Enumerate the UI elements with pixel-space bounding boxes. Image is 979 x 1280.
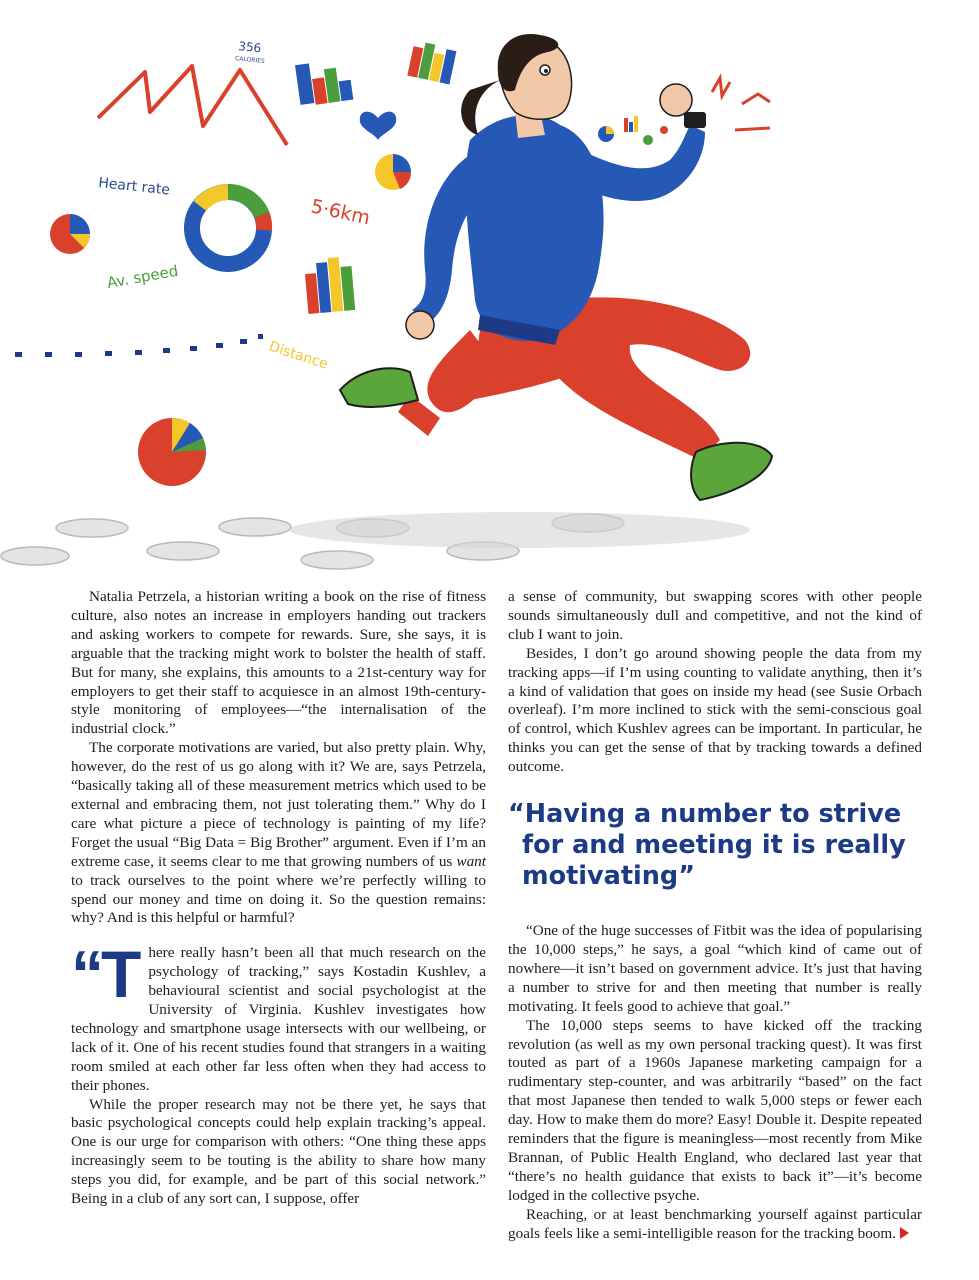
end-of-page-arrow-icon [900,1227,909,1239]
bar-chart-icon-3 [304,256,356,314]
paragraph: Natalia Petrzela, a historian writing a book on the rise of fitness culture, also notes an increase in employers handing out trackers and asking workers to compete for rewards. Sure, she says, it is arguable that the tracking might work to bolster the health of staff. But for many, she explains, this amounts to a 21st-century way for employers to get their staff to acquiesce in an almost 19th-century-style monitoring of employees—“the internalisation of the industrial clock.” [71,588,486,738]
heart-rate-label: Heart rate [97,175,171,199]
pie-icon-left [50,214,90,254]
runner-shadow [290,512,750,548]
bar-chart-icon-2 [407,40,457,84]
calories-unit: CALORIES [234,55,266,66]
paragraph: The corporate motivations are varied, but also pretty plain. Why, however, do the rest of us go along with it? We are, says Petrzela, “basically taking all of these measurement metrics which used to be external and embracing them, not just tolerating them.” Why do I care what picture a piece of technology is painting of my life? Forget the usual “Big Data = Big Brother” argument. Even if I’m an extreme case, it seems clear to me that growing numbers of us want to track ourselves to the point where we’re perfectly willing to spend our money and time on doing it. So the question remains: why? And is this helpful or harmful? [71,739,486,927]
article-right-column [508,588,922,1243]
calories-number: 356 [237,39,262,56]
bar-chart-icon-1 [295,58,353,107]
distance-dotted-line [15,334,263,357]
paragraph: a sense of community, but swapping scores with other people sounds simultaneously dull and competitive, and not the kind of club I want to join. [508,588,922,643]
distance-value-label: 5·6km [308,195,372,230]
floating-mini-charts [598,116,668,145]
avg-speed-label: Av. speed [105,261,180,292]
heart-icon [360,112,396,140]
paragraph: “One of the huge successes of Fitbit was the idea of popularising the 10,000 steps,” he says, a goal “which kind of came out of nowhere—it isn’t based on government advice. It’s just that having a number to strive for and then meeting that number is really motivating. It feels good to achieve that goal.” [508,922,922,1015]
pull-quote: “Having a number to strive for and meeting it is really motivating” [508,799,906,892]
motion-marks [712,78,770,130]
drop-cap: “T [71,937,139,1012]
paragraph-with-dropcap: “There really hasn’t been all that much research on the psychology of tracking,” says Kostadin Kushlev, a behavioural scientist and social psychologist at the University of Virginia. Kushlev investigates how technology and smartphone usage intersects with our wellbeing, or lack of it. One of his recent studies found that strangers in a waiting room smiled at each other far less often when they had access to their phones. [71,937,486,1094]
paragraph: Besides, I don’t go around showing people the data from my tracking apps—if I’m using counting to validate anything, then it’s a kind of validation that goes on inside my head (see Susie Orbach overleaf). I’m more inclined to stick with the semi-conscious goal of control, which Kushlev agrees can be important. In particular, he thinks you can get the sense of that by tracking towards a defined outcome. [508,644,922,776]
distance-label: Distance [266,338,330,373]
runner-figure [340,34,772,500]
donut-chart-icon [192,192,264,264]
paragraph: Reaching, or at least benchmarking yourself against particular goals feels like a semi-intelligible reason for the tracking boom. [508,1205,922,1242]
paragraph: While the proper research may not be there yet, he says that basic psychological concepts could help explain tracking’s appeal. One is our urge for comparison with others: “One thing these apps increasingly seem to be touting is the ability to share how many steps you did, for example, and be part of this social network.” Being in a club of any sort can, I suppose, offer [71,1095,486,1208]
runner-illustration [0,0,979,580]
article-left-column [71,588,486,1209]
pie-icon-large [138,418,206,486]
paragraph: The 10,000 steps seems to have kicked off the tracking revolution (as well as my own personal tracking quest). It was first touted as part of a 1960s Japanese marketing campaign for a rudimentary step-counter, and was arbitrarily “based” on the fact that most Japanese then tended to walk 5,000 steps or fewer each day. How to make them do more? Easy! Double it. Despite repeated reminders that the figure is meaningless—most recently from Mike Brannan, of Public Health England, who declared last year that “there’s no health guidance that exists to back it”—it’s become lodged in the collective psyche. [508,1016,922,1204]
zigzag-chart [98,66,287,145]
pie-icon-small [375,154,411,190]
